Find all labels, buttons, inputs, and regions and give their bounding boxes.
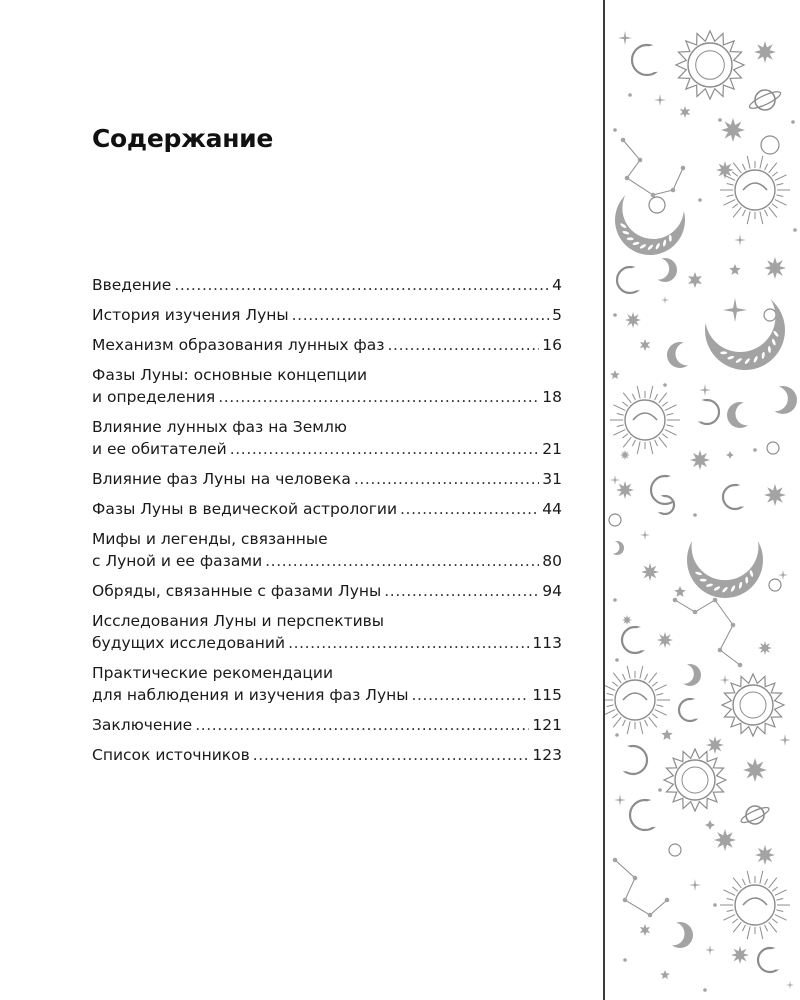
toc-entry-line	[92, 304, 562, 326]
toc-entry-title: Влияние лунных фаз на Землю	[92, 418, 347, 436]
star-icon	[758, 641, 772, 655]
toc-page-number: 94	[542, 582, 562, 600]
star-icon	[731, 946, 749, 964]
sun-icon	[664, 749, 726, 811]
star-dot-icon	[613, 598, 617, 602]
radiant-sun-icon	[720, 156, 790, 224]
toc-entry	[92, 334, 562, 356]
toc-entry-title: Механизм образования лунных фаз	[92, 336, 385, 354]
dot-leader	[354, 468, 539, 490]
toc-entry	[92, 714, 562, 736]
crescent-moon-icon	[619, 746, 647, 774]
sparkle-icon	[661, 296, 669, 304]
toc-entry-title: Исследования Луны и перспективы	[92, 612, 385, 630]
dot-leader	[412, 684, 530, 706]
toc-entry-line	[92, 550, 562, 572]
sparkle-icon	[689, 879, 701, 891]
dot-leader	[218, 386, 539, 408]
toc-entry-line	[92, 662, 562, 684]
toc-entry-title: Фазы Луны в ведической астрологии	[92, 500, 398, 518]
toc-entry-line	[92, 610, 562, 632]
star-icon	[764, 484, 786, 506]
star-icon	[755, 845, 775, 865]
toc-page-number: 21	[542, 440, 562, 458]
star-icon	[705, 820, 715, 830]
crescent-moon-icon	[723, 485, 747, 509]
toc-entry-line	[92, 438, 562, 460]
sparkle-icon	[610, 475, 620, 485]
toc-entry-line	[92, 468, 562, 490]
toc-page-number: 5	[552, 306, 562, 324]
toc-page-number: 4	[552, 276, 562, 294]
toc-entry-line	[92, 744, 562, 766]
star-dot-icon	[791, 120, 795, 124]
toc-entry-line	[92, 364, 562, 386]
star-dot-icon	[615, 658, 619, 662]
toc-entry	[92, 528, 562, 572]
toc-entry	[92, 744, 562, 766]
leafy-crescent-icon	[687, 522, 763, 598]
star-dot-icon	[663, 383, 667, 387]
dot-leader	[174, 274, 549, 296]
star-icon	[661, 729, 672, 740]
toc-entry-line	[92, 386, 562, 408]
page-title: Содержание	[92, 124, 274, 153]
toc-entry-line	[92, 714, 562, 736]
toc-entry	[92, 274, 562, 296]
star-icon	[620, 450, 630, 460]
star-icon	[754, 41, 776, 63]
star-icon	[680, 106, 690, 118]
toc-entry-line	[92, 416, 562, 438]
star-icon	[743, 758, 767, 782]
star-icon	[657, 632, 673, 648]
star-dot-icon	[693, 513, 697, 517]
star-icon	[729, 264, 740, 275]
sparkle-icon	[734, 234, 746, 246]
crescent-moon-icon	[617, 267, 643, 293]
sparkle-icon	[786, 981, 794, 989]
dot-leader	[253, 744, 530, 766]
sparkle-icon	[720, 675, 730, 685]
toc-entry	[92, 364, 562, 408]
sparkle-icon	[699, 384, 711, 396]
dot-leader	[292, 304, 549, 326]
toc-entry	[92, 468, 562, 490]
radiant-sun-icon	[720, 871, 790, 939]
sparkle-icon	[779, 734, 791, 746]
dot-leader	[384, 580, 539, 602]
table-of-contents	[92, 274, 562, 774]
dot-leader	[195, 714, 529, 736]
crescent-moon-icon	[667, 342, 693, 368]
toc-page-number: 80	[542, 552, 562, 570]
toc-entry-title: Заключение	[92, 716, 193, 734]
toc-entry-title: для наблюдения и изучения фаз Луны	[92, 686, 409, 704]
toc-entry-title: с Луной и ее фазами	[92, 552, 263, 570]
star-icon	[622, 615, 632, 625]
crescent-moon-icon	[632, 45, 662, 75]
radiant-sun-icon	[605, 666, 670, 734]
star-dot-icon	[623, 958, 627, 962]
toc-entry-title: История изучения Луны	[92, 306, 289, 324]
sparkle-icon	[654, 94, 666, 106]
sparkle-icon	[614, 794, 626, 806]
toc-entry-line	[92, 684, 562, 706]
star-icon	[610, 370, 620, 379]
constellation-icon	[673, 598, 743, 668]
toc-entry-title: Фазы Луны: основные концепции	[92, 366, 368, 384]
crescent-moon-icon	[653, 258, 677, 282]
star-dot-icon	[703, 988, 707, 992]
star-icon	[706, 736, 724, 754]
star-icon	[688, 272, 702, 288]
leafy-crescent-icon	[607, 177, 693, 263]
star-dot-icon	[615, 733, 619, 737]
star-dot-icon	[613, 313, 617, 317]
toc-entry	[92, 662, 562, 706]
radiant-sun-icon	[610, 386, 680, 454]
toc-entry-title: Мифы и легенды, связанные	[92, 530, 328, 548]
small-circle-icon	[767, 442, 779, 454]
dot-leader	[265, 550, 539, 572]
toc-entry-line	[92, 580, 562, 602]
toc-entry	[92, 498, 562, 520]
toc-entry-title: Введение	[92, 276, 172, 294]
celestial-pattern-panel	[605, 0, 800, 1000]
star-icon	[674, 586, 685, 597]
dot-leader	[288, 632, 529, 654]
crescent-moon-icon	[679, 699, 701, 721]
star-dot-icon	[793, 228, 797, 232]
star-icon	[714, 829, 736, 851]
dot-leader	[230, 438, 540, 460]
crescent-moon-icon	[758, 948, 782, 972]
crescent-moon-icon	[630, 800, 660, 830]
toc-entry-title: Влияние фаз Луны на человека	[92, 470, 351, 488]
crescent-moon-icon	[667, 922, 693, 948]
dot-leader	[400, 498, 539, 520]
crescent-moon-icon	[622, 627, 648, 653]
crescent-moon-icon	[610, 541, 624, 555]
sparkle-icon	[618, 31, 632, 45]
star-icon	[716, 161, 734, 179]
toc-entry-line	[92, 632, 562, 654]
toc-page-number: 113	[532, 634, 562, 652]
star-icon	[640, 924, 650, 936]
star-dot-icon	[658, 788, 662, 792]
star-icon	[640, 339, 650, 351]
toc-entry	[92, 580, 562, 602]
toc-page-number: 31	[542, 470, 562, 488]
toc-page-number: 16	[542, 336, 562, 354]
toc-entry-line	[92, 528, 562, 550]
crescent-moon-icon	[651, 476, 679, 504]
toc-entry-title: Список источников	[92, 746, 250, 764]
crescent-moon-icon	[695, 400, 719, 424]
sparkle-icon	[640, 530, 650, 540]
star-dot-icon	[713, 903, 717, 907]
toc-entry-title: и определения	[92, 388, 216, 406]
dot-leader	[388, 334, 540, 356]
star-icon	[721, 118, 745, 142]
sparkle-icon	[778, 570, 788, 580]
toc-page-number: 44	[542, 500, 562, 518]
toc-entry	[92, 304, 562, 326]
star-dot-icon	[753, 448, 757, 452]
star-icon	[616, 481, 634, 499]
star-dot-icon	[698, 198, 702, 202]
toc-entry-title: будущих исследований	[92, 634, 286, 652]
toc-page-number: 121	[532, 716, 562, 734]
toc-entry-title: Практические рекомендации	[92, 664, 334, 682]
toc-entry-title: Обряды, связанные с фазами Луны	[92, 582, 382, 600]
star-dot-icon	[628, 93, 632, 97]
small-circle-icon	[769, 579, 781, 591]
toc-entry	[92, 610, 562, 654]
crescent-moon-icon	[679, 664, 701, 686]
planet-icon	[748, 89, 783, 112]
small-circle-icon	[761, 136, 779, 154]
star-dot-icon	[718, 118, 722, 122]
star-icon	[641, 563, 659, 581]
star-icon	[625, 312, 641, 328]
toc-entry-line	[92, 498, 562, 520]
star-icon	[726, 451, 734, 459]
small-circle-icon	[609, 514, 621, 526]
toc-entry-line	[92, 334, 562, 356]
toc-entry-line	[92, 274, 562, 296]
star-icon	[660, 970, 670, 979]
toc-entry-title: и ее обитателей	[92, 440, 227, 458]
toc-entry	[92, 416, 562, 460]
star-icon	[764, 257, 786, 279]
leafy-crescent-icon	[694, 279, 797, 382]
sun-icon	[676, 31, 744, 99]
crescent-moon-icon	[769, 386, 797, 414]
sparkle-icon	[705, 945, 715, 955]
constellation-icon	[613, 858, 670, 918]
star-icon	[690, 450, 710, 470]
planet-icon	[739, 805, 770, 825]
star-dot-icon	[613, 128, 617, 132]
sun-icon	[722, 674, 784, 736]
small-circle-icon	[669, 844, 681, 856]
toc-page-number: 123	[532, 746, 562, 764]
toc-page-number: 18	[542, 388, 562, 406]
toc-page-number: 115	[532, 686, 562, 704]
crescent-moon-icon	[727, 402, 753, 428]
